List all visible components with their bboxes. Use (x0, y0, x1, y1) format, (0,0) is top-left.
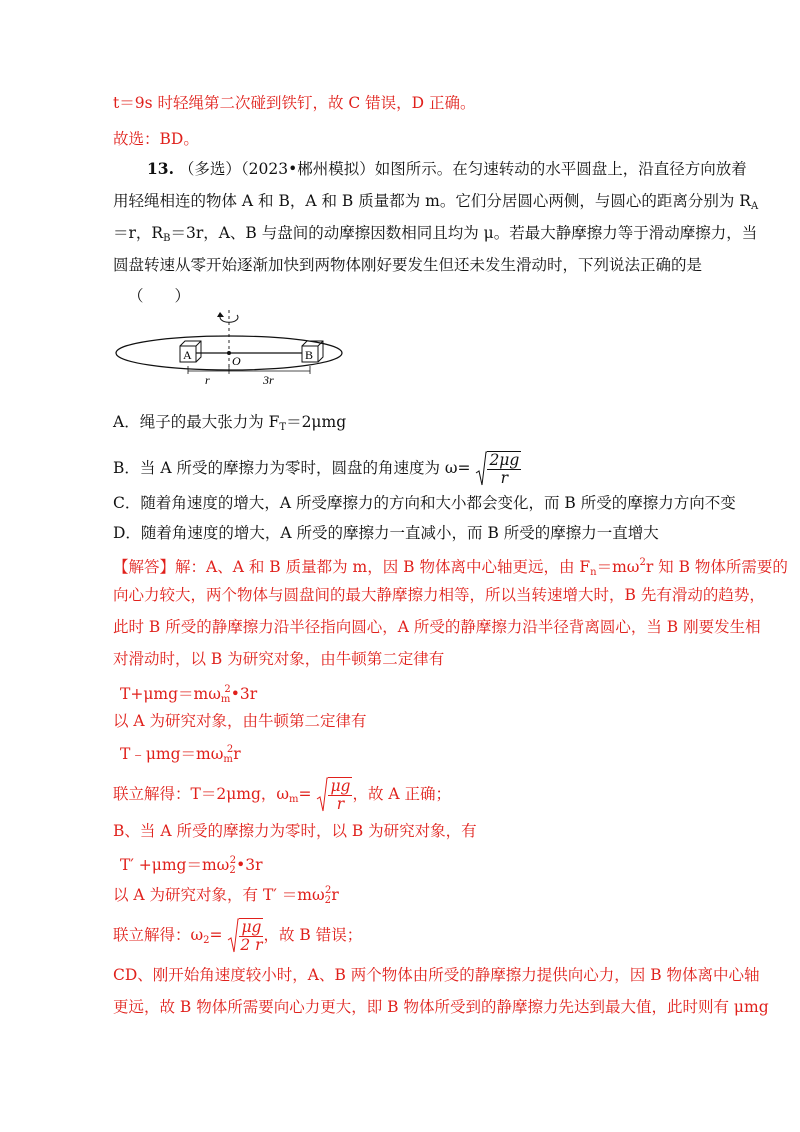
sqrt-expression: $\frac{2\mu g}{r}$ (475, 451, 521, 487)
solution-line-2: 向心力较大，两个物体与圆盘间的最大静摩擦力相等，所以当转速增大时，B 先有滑动的趋势， (113, 586, 765, 604)
arrowhead-icon (217, 312, 224, 317)
option-c: C．随着角速度的增大，A 所受摩擦力的方向和大小都会变化，而 B 所受的摩擦力方向不变 (113, 494, 736, 512)
center-point (227, 351, 231, 355)
solution-tag: 【解答】 (113, 558, 176, 576)
block-a (180, 341, 201, 362)
equation-1: $T+\mu mg=m\omega_m^2•3r$ (120, 684, 258, 705)
prev-solution-line: t＝9s 时轻绳第二次碰到铁钉，故 C 错误，D 正确。 (113, 94, 476, 112)
solution-line-9: 联立解得：$\omega_2=$ $\frac{\mu g}{2 r}$ ，故 B 错误； (113, 918, 363, 954)
question-stem-line-3: ＝r，$R_B=3r$，A、B 与盘间的动摩擦因数相同且均为 μ。若最大静摩擦力等于滑动摩擦力，当 (113, 224, 758, 244)
prev-answer: 故选：BD。 (113, 130, 199, 148)
solution-line-10: CD、刚开始角速度较小时，A、B 两个物体由所受的静摩擦力提供向心力，因 B 物体离中心轴 (113, 966, 760, 984)
label-a: A (183, 348, 192, 362)
solution-line-1: 【解答】解：A、A 和 B 质量都为 m，因 B 物体离中心轴更远，由 $F_n=m\omega^2r$ 知 B 物体所需要的 (113, 557, 788, 578)
label-b: B (305, 348, 314, 362)
label-o: O (232, 354, 241, 368)
rotating-disk-diagram (113, 310, 345, 395)
question-stem-line-2: 用轻绳相连的物体 A 和 B，A 和 B 质量都为 m。它们分居圆心两侧，与圆心的距离分别为 $R_A$ (113, 192, 759, 212)
label-r: r (205, 373, 210, 387)
solution-line-7: B、当 A 所受的摩擦力为零时，以 B 为研究对象，有 (113, 822, 477, 840)
question-stem-line-4: 圆盘转速从零开始逐渐加快到两物体刚好要发生但还未发生滑动时，下列说法正确的是 (113, 256, 703, 274)
equation-2: $T﹣\mu mg=m\omega_m^2r$ (120, 744, 241, 765)
option-a: A．绳子的最大张力为 $F_T=2\mu mg$ (113, 413, 347, 433)
equation-3: $T' +\mu mg=m\omega_2^2•3r$ (120, 855, 263, 876)
answer-paren: （ ） (128, 287, 191, 305)
question-stem-line-1: 13. （多选）（2023•郴州模拟）如图所示。在匀速转动的水平圆盘上，沿直径方向放着 (147, 159, 747, 178)
sqrt-expression: $\frac{\mu g}{2 r}$ (227, 918, 263, 954)
question-number: 13. (147, 159, 174, 178)
solution-line-4: 对滑动时，以 B 为研究对象，由牛顿第二定律有 (113, 650, 445, 668)
solution-line-11: 更远，故 B 物体所需要向心力更大，即 B 物体所受到的静摩擦力先达到最大值，此时则有 μmg (113, 998, 769, 1016)
solution-line-5: 以 A 为研究对象，由牛顿第二定律有 (113, 712, 367, 730)
option-b: B．当 A 所受的摩擦力为零时，圆盘的角速度为 ω= $\frac{2\mu g}{r}$ (113, 451, 521, 487)
block-b (302, 341, 323, 362)
solution-line-3: 此时 B 所受的静摩擦力沿半径指向圆心，A 所受的静摩擦力沿半径背离圆心，当 B 刚要发生相 (113, 618, 761, 636)
label-3r: 3r (263, 373, 274, 387)
solution-line-6: 联立解得：T＝2μmg，$\omega_m=$ $\frac{\mu g}{r}$ ，故 A 正确； (113, 777, 452, 813)
solution-line-8: 以 A 为研究对象，有 $T' =m\omega_2^2r$ (113, 885, 339, 906)
option-d: D．随着角速度的增大，A 所受的摩擦力一直减小，而 B 所受的摩擦力一直增大 (113, 524, 659, 542)
sqrt-expression: $\frac{\mu g}{r}$ (316, 777, 352, 813)
